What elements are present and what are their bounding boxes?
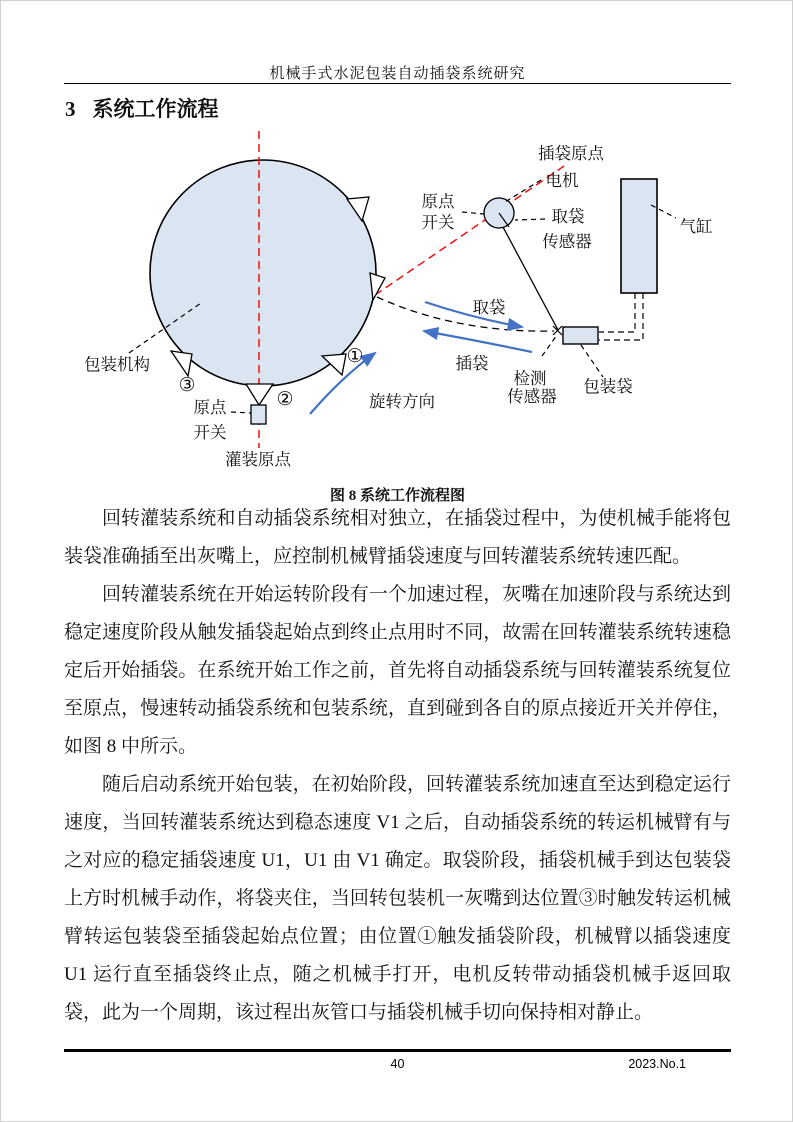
packing-machine-disc xyxy=(150,160,376,386)
detect-point-marker xyxy=(553,326,562,335)
air-cylinder-shape xyxy=(621,179,657,293)
label-insert-origin: 插袋原点 xyxy=(538,144,604,163)
label-pick-bag: 取袋 xyxy=(472,298,506,317)
leader-motor xyxy=(505,180,541,202)
workflow-diagram-svg xyxy=(1,121,793,483)
page-number: 40 xyxy=(390,1057,405,1071)
label-detect-sensor-1: 检测 xyxy=(513,369,547,388)
insert-origin-line xyxy=(375,164,567,295)
section-number: 3 xyxy=(65,97,76,121)
leader-origin-switch-top xyxy=(462,212,484,214)
paragraph-2: 回转灌装系统在开始运转阶段有一个加速过程，灰嘴在加速阶段与系统达到稳定速度阶段从触发插袋起始点到终止点用时不同，故需在回转灌装系统转速稳定后开始插袋。在系统开始工作之前，首先将自动插袋系统与回转灌装系统复位至原点，慢速转动插袋系统和包装系统，直到碰到各自的原点接近开关并停住，如图 8 中所示。 xyxy=(64,584,731,757)
label-detect-sensor-2: 传感器 xyxy=(507,387,557,406)
label-cylinder: 气缸 xyxy=(679,217,713,236)
label-origin-switch-bottom-1: 原点 xyxy=(193,398,227,417)
label-packing-mechanism: 包装机构 xyxy=(84,355,150,374)
leader-packing-bag xyxy=(581,345,603,377)
label-rotation-direction: 旋转方向 xyxy=(369,392,435,411)
section-title: 系统工作流程 xyxy=(92,97,219,121)
section-heading xyxy=(65,93,732,123)
leader-pick-sensor xyxy=(515,219,545,220)
insert-bag-arrow xyxy=(424,331,532,352)
label-origin-switch-top-1: 原点 xyxy=(421,192,455,211)
issue-label: 2023.No.1 xyxy=(628,1057,686,1071)
origin-switch-bottom-shape xyxy=(251,405,266,424)
header-rule xyxy=(64,83,731,84)
label-pick-sensor-2: 传感器 xyxy=(542,232,592,251)
packing-bag-shape xyxy=(563,327,598,344)
paragraph-3: 随后启动系统开始包装，在初始阶段，回转灌装系统加速直至达到稳定运行速度，当回转灌装系统达到稳态速度 V1 之后，自动插袋系统的转运机械臂有与之对应的稳定插袋速度 U1，U1 由 V1 确定。取袋阶段，插袋机械手到达包装袋上方时机械手动作，将袋夹住，当回转包装机一灰嘴到达位置③时触发转运机械臂转运包装袋至插袋起始点位置；由位置①触发插袋阶段，机械臂以插袋速度 U1 运行直至插袋终止点，随之机械手打开，电机反转带动插袋机械手返回取袋，此为一个周期，该过程出灰管口与插袋机械手切向保持相对静止。 xyxy=(64,774,731,1023)
position-1-marker: ① xyxy=(346,346,364,367)
label-origin-switch-bottom-2: 开关 xyxy=(193,423,227,442)
nozzle-position-2 xyxy=(246,384,273,405)
label-insert-bag: 插袋 xyxy=(455,354,489,373)
leader-detect-sensor xyxy=(542,335,557,356)
running-header-title: 机械手式水泥包装自动插袋系统研究 xyxy=(269,66,526,82)
figure-diagram xyxy=(1,121,793,483)
nozzle-position-3 xyxy=(171,351,192,376)
cylinder-rod-inner xyxy=(599,293,635,332)
label-packing-bag: 包装袋 xyxy=(583,377,633,396)
label-filling-origin: 灌装原点 xyxy=(225,450,291,469)
nozzle-right xyxy=(370,273,385,300)
cylinder-rod-outer xyxy=(599,293,643,340)
body-text xyxy=(64,500,731,1032)
label-origin-switch-top-2: 开关 xyxy=(421,213,455,232)
figure-caption: 图 8 系统工作流程图 xyxy=(329,488,465,504)
position-2-marker: ② xyxy=(276,389,294,410)
label-pick-sensor-1: 取袋 xyxy=(551,207,585,226)
leader-origin-switch-bottom xyxy=(231,412,252,413)
paragraph-1: 回转灌装系统和自动插袋系统相对独立，在插袋过程中，为使机械手能将包装袋准确插至出灰嘴上，应控制机械臂插袋速度与回转灌装系统转速匹配。 xyxy=(64,508,731,567)
label-motor: 电机 xyxy=(545,171,579,190)
position-3-marker: ③ xyxy=(178,375,196,396)
footer-rule xyxy=(64,1049,731,1052)
